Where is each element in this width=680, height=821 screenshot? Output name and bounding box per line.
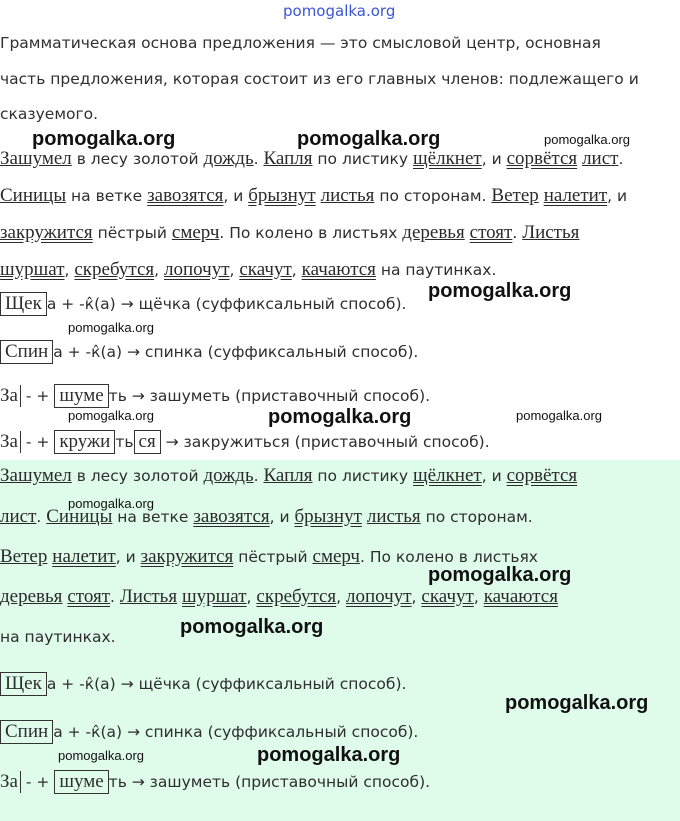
predicate-word: лопочут — [346, 586, 412, 607]
plain-text: на ветке — [66, 187, 148, 205]
watermark: pomogalka.org — [516, 408, 602, 423]
watermark: pomogalka.org — [428, 564, 572, 586]
plain-text: . — [253, 467, 264, 485]
plain-text: - + — [20, 387, 55, 405]
subject-word: Синицы — [0, 185, 67, 206]
plain-text: , — [64, 261, 75, 279]
morph-rest: а + -к̂(а) → щёчка (суффиксальный способ). — [46, 295, 407, 313]
sentence-row-3 — [0, 222, 579, 244]
sentence-row-4 — [0, 259, 496, 281]
intro-line-2: часть предложения, которая состоит из его главных членов: подлежащего и — [0, 70, 639, 88]
site-title[interactable]: pomogalka.org — [283, 2, 396, 20]
morph-shume — [0, 384, 430, 408]
subject-word: листья — [320, 185, 375, 206]
predicate-word: закружится — [0, 222, 93, 243]
predicate-word: щёлкнет — [413, 148, 482, 169]
predicate-word: качаются — [301, 259, 376, 280]
morph-rest: ть → зашуметь (приставочный способ). — [108, 387, 431, 405]
root-box: Спин — [0, 340, 53, 364]
watermark: pomogalka.org — [428, 280, 572, 302]
plain-text: , и — [481, 467, 507, 485]
predicate-word: завозятся — [193, 506, 270, 527]
watermark: pomogalka.org — [257, 744, 401, 766]
subject-word: Ветер — [491, 185, 539, 206]
plain-text: , — [411, 588, 422, 606]
predicate-word: скачут — [421, 586, 474, 607]
morph-kruzhi — [0, 430, 490, 454]
subject-word: лист — [582, 148, 619, 169]
predicate-word: скачут — [239, 259, 292, 280]
plain-text: , — [246, 588, 257, 606]
predicate-word: завозятся — [147, 185, 224, 206]
plain-text: в лесу золотой — [71, 150, 204, 168]
plain-text: , — [473, 588, 484, 606]
subject-word: дождь — [203, 465, 254, 486]
plain-text: . По колено в листьях — [219, 224, 403, 242]
subject-word: Капля — [263, 148, 313, 169]
subject-word: Ветер — [0, 546, 48, 567]
answer-morph-shume — [0, 770, 430, 794]
postfix-box: ся — [134, 430, 161, 454]
answer-row-2 — [0, 506, 533, 528]
root-box: шуме — [54, 770, 108, 794]
predicate-word: брызнут — [248, 185, 316, 206]
subject-word: деревья — [402, 222, 465, 243]
morph-rest: а + -к̂(а) → спинка (суффиксальный способ). — [53, 343, 419, 361]
root-box: кружи — [54, 430, 115, 454]
plain-text: , и — [269, 508, 295, 526]
watermark: pomogalka.org — [544, 132, 630, 147]
intro-line-3: сказуемого. — [0, 105, 99, 123]
prefix-mark: За — [0, 771, 21, 793]
plain-text: на ветке — [112, 508, 194, 526]
morph-rest: а + -к̂(а) → щёчка (суффиксальный способ). — [46, 675, 407, 693]
plain-text: . По колено в листьях — [360, 548, 538, 566]
plain-text: , — [154, 261, 164, 279]
plain-text: пёстрый — [233, 548, 313, 566]
sentence-row-1 — [0, 148, 623, 170]
predicate-word: качаются — [483, 586, 558, 607]
subject-word: Зашумел — [0, 465, 72, 486]
plain-text: , и — [115, 548, 141, 566]
prefix-mark: За — [0, 385, 21, 407]
morph-rest: → закружиться (приставочный способ). — [160, 433, 490, 451]
subject-word: листья — [366, 506, 421, 527]
answer-morph-spin — [0, 720, 418, 744]
root-box: Спин — [0, 720, 53, 744]
predicate-word: скребутся — [74, 259, 155, 280]
watermark: pomogalka.org — [68, 408, 154, 423]
watermark: pomogalka.org — [297, 128, 441, 150]
plain-text: , и — [607, 187, 628, 205]
plain-text: по листику — [312, 467, 414, 485]
subject-word: дождь — [203, 148, 254, 169]
predicate-word: шуршат — [0, 259, 65, 280]
intro-line-1: Грамматическая основа предложения — это смысловой центр, основная — [0, 34, 601, 52]
plain-text: . — [110, 588, 120, 606]
watermark: pomogalka.org — [180, 616, 324, 638]
plain-text: пёстрый — [92, 224, 172, 242]
plain-text: в лесу золотой — [71, 467, 204, 485]
watermark: pomogalka.org — [268, 406, 412, 428]
plain-text: по сторонам. — [420, 508, 533, 526]
root-box: Щек — [0, 292, 47, 316]
watermark: pomogalka.org — [68, 496, 154, 511]
subject-word: лист — [0, 506, 37, 527]
root-box: Щек — [0, 672, 47, 696]
plain-text: . — [36, 508, 47, 526]
plain-text: . — [512, 224, 523, 242]
watermark: pomogalka.org — [58, 748, 144, 763]
subject-word: Листья — [522, 222, 580, 243]
predicate-word: скребутся — [256, 586, 337, 607]
morph-rest: а + -к̂(а) → спинка (суффиксальный способ). — [53, 723, 419, 741]
plain-text: , и — [481, 150, 507, 168]
watermark: pomogalka.org — [68, 320, 154, 335]
subject-word: Капля — [263, 465, 313, 486]
plain-text: . — [253, 150, 264, 168]
predicate-word: сорвётся — [506, 465, 578, 486]
plain-text: , и — [223, 187, 249, 205]
plain-text: - + — [20, 773, 55, 791]
plain-text: ть — [115, 433, 134, 451]
plain-text: по сторонам. — [374, 187, 492, 205]
plain-text: . — [618, 150, 624, 168]
predicate-word: закружится — [140, 546, 234, 567]
morph-rest: ть → зашуметь (приставочный способ). — [108, 773, 431, 791]
plain-text: , — [336, 588, 347, 606]
watermark: pomogalka.org — [32, 128, 176, 150]
subject-word: смерч — [312, 546, 360, 567]
answer-row-1 — [0, 465, 577, 487]
predicate-word: лопочут — [163, 259, 230, 280]
plain-text: , — [291, 261, 302, 279]
predicate-word: стоят — [469, 222, 513, 243]
plain-text: по листику — [312, 150, 414, 168]
root-box: шуме — [54, 384, 108, 408]
answer-row-5: на паутинках. — [0, 628, 116, 646]
predicate-word: стоят — [67, 586, 111, 607]
subject-word: Зашумел — [0, 148, 72, 169]
plain-text: на паутинках. — [375, 261, 497, 279]
predicate-word: сорвётся — [506, 148, 578, 169]
plain-text: , — [229, 261, 240, 279]
predicate-word: щёлкнет — [413, 465, 482, 486]
subject-word: деревья — [0, 586, 63, 607]
answer-row-4 — [0, 586, 558, 608]
subject-word: смерч — [171, 222, 220, 243]
morph-shchek — [0, 292, 406, 316]
predicate-word: налетит — [543, 185, 608, 206]
subject-word: Листья — [119, 586, 178, 607]
plain-text: - + — [20, 433, 55, 451]
predicate-word: брызнут — [294, 506, 362, 527]
prefix-mark: За — [0, 431, 21, 453]
predicate-word: шуршат — [182, 586, 247, 607]
answer-morph-shchek — [0, 672, 406, 696]
subject-word: Синицы — [46, 506, 113, 527]
watermark: pomogalka.org — [505, 692, 649, 714]
morph-spin — [0, 340, 418, 364]
sentence-row-2 — [0, 185, 627, 207]
predicate-word: налетит — [52, 546, 116, 567]
